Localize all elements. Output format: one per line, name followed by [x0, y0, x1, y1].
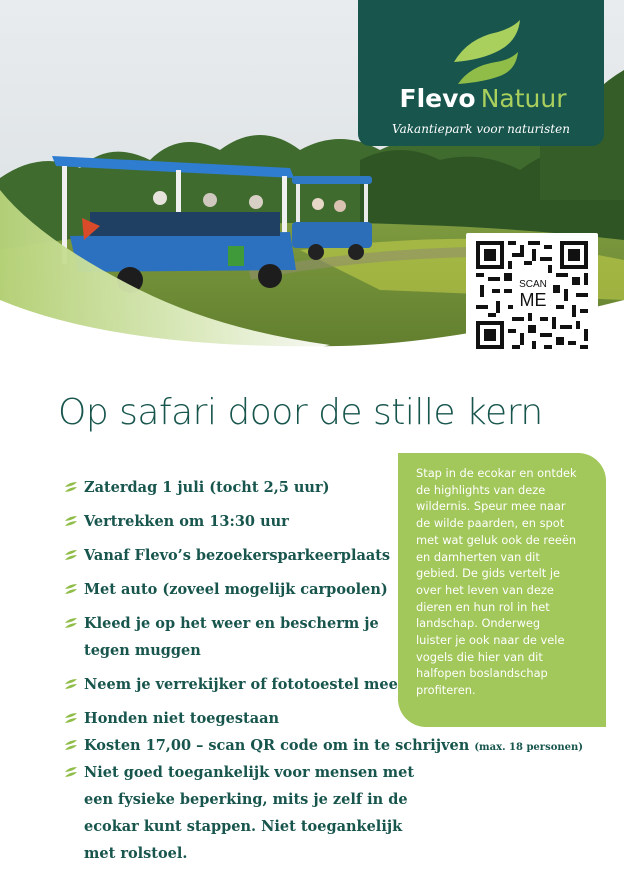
leaf-icon: [448, 18, 524, 88]
leaf-bullet-icon: [64, 766, 78, 778]
bullet-item: [64, 671, 404, 698]
qr-scan-text: SCAN: [519, 279, 547, 290]
bullet-text: [84, 732, 584, 761]
bullet-text: Honden niet toegestaan: [84, 710, 280, 727]
leaf-bullet-icon: [64, 515, 78, 527]
cost-text: Kosten 17,00 – scan QR code om in te schrijven: [84, 737, 470, 754]
bullet-text-line-3: ecokar kunt stappen. Niet toegankelijk: [84, 818, 403, 835]
leaf-bullet-icon: [64, 617, 78, 629]
bullet-item: [64, 508, 404, 535]
bullet-item: [64, 759, 415, 867]
bullet-text-line-2: een fysieke beperking, mits je zelf in de: [84, 791, 408, 808]
leaf-bullet-icon: [64, 481, 78, 493]
leaf-bullet-icon: [64, 712, 78, 724]
brand-tagline: Vakantiepark voor naturisten: [392, 122, 570, 136]
bullet-item: [64, 576, 404, 603]
leaf-bullet-icon: [64, 739, 78, 751]
bullet-text-line-1: Kleed je op het weer en bescherm je: [84, 615, 379, 632]
bullet-item: [64, 542, 404, 569]
qr-scan-me-label: [513, 277, 553, 311]
brand-name: [372, 84, 594, 113]
bullet-text: Vanaf Flevo’s bezoekersparkeerplaats: [84, 547, 391, 564]
bullet-item: [64, 732, 584, 761]
bullet-text-line-2: tegen muggen: [84, 642, 201, 659]
description-panel: Stap in de ecokar en ontdek de highlights van deze wildernis. Speur mee naar de wilde paarden, en spot met wat geluk ook de reeën en damherten van dit gebied. De gids vertelt je over het leven van deze dieren en hun rol in het landschap. Onderweg luister je ook naar de vele vogels die hier van dit halfopen boslandschap profiteren.: [398, 453, 606, 727]
brand-name-part1: Flevo: [399, 84, 476, 113]
qr-code[interactable]: [466, 233, 598, 355]
leaf-bullet-icon: [64, 678, 78, 690]
brand-name-part2: Natuur: [480, 84, 567, 113]
bullet-text: Zaterdag 1 juli (tocht 2,5 uur): [84, 479, 330, 496]
bullet-item: [64, 705, 404, 732]
page-title: Op safari door de stille kern: [58, 392, 543, 433]
leaf-bullet-icon: [64, 549, 78, 561]
bullet-text-line-4: met rolstoel.: [84, 845, 188, 862]
bullet-item: [64, 610, 404, 664]
max-persons-note: (max. 18 personen): [474, 742, 583, 753]
bullet-text-line-1: Niet goed toegankelijk voor mensen met: [84, 764, 415, 781]
bullet-text: Met auto (zoveel mogelijk carpoolen): [84, 581, 388, 598]
bullet-text: Vertrekken om 13:30 uur: [84, 513, 289, 530]
leaf-bullet-icon: [64, 583, 78, 595]
bullet-text: Neem je verrekijker of fototoestel mee: [84, 676, 398, 693]
bullet-item: [64, 474, 404, 501]
brand-logo: [358, 0, 604, 146]
qr-me-text: ME: [519, 290, 547, 310]
